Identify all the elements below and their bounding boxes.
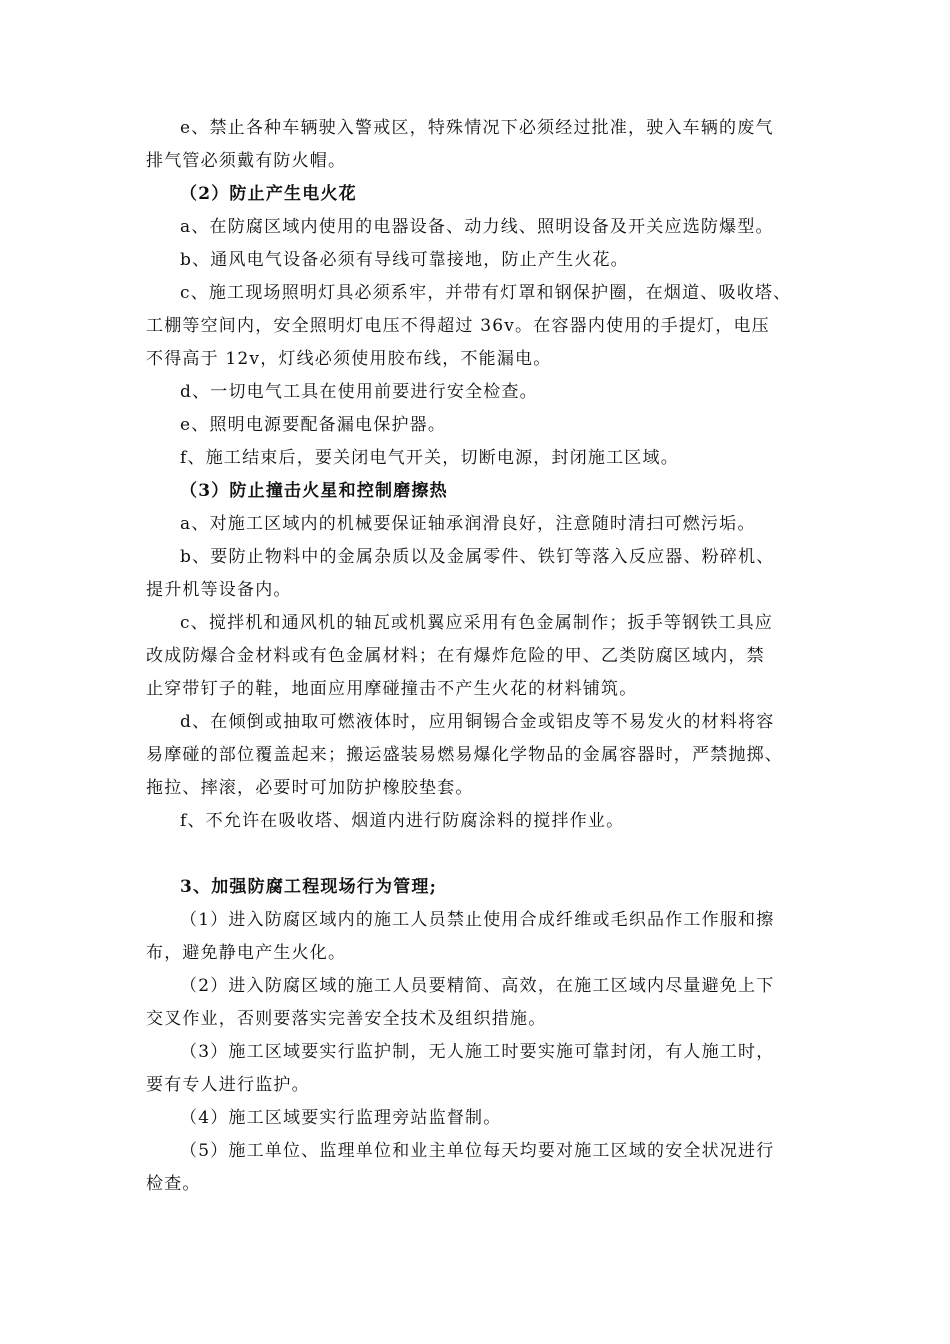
paragraph-line: e、禁止各种车辆驶入警戒区，特殊情况下必须经过批准，驶入车辆的废气 [180,118,774,138]
paragraph-line: f、施工结束后，要关闭电气开关，切断电源，封闭施工区域。 [180,448,679,468]
paragraph-line: （4）施工区域要实行监理旁站监督制。 [180,1108,502,1128]
paragraph-line: 布，避免静电产生火化。 [146,943,347,963]
paragraph-line: a、对施工区域内的机械要保证轴承润滑良好，注意随时清扫可燃污垢。 [180,514,756,534]
paragraph-line: 检查。 [146,1174,201,1194]
paragraph-line: d、在倾倒或抽取可燃液体时，应用铜锡合金或铝皮等不易发火的材料将容 [180,712,775,732]
paragraph-line: a、在防腐区域内使用的电器设备、动力线、照明设备及开关应选防爆型。 [180,217,774,237]
paragraph-line: e、照明电源要配备漏电保护器。 [180,415,447,435]
section-heading: （2）防止产生电火花 [180,184,357,204]
paragraph-line: b、要防止物料中的金属杂质以及金属零件、铁钉等落入反应器、粉碎机、 [180,547,775,567]
paragraph-line: f、不允许在吸收塔、烟道内进行防腐涂料的搅拌作业。 [180,811,625,831]
section-heading: （3）防止撞击火星和控制磨擦热 [180,481,448,501]
paragraph-line: 拖拉、摔滚，必要时可加防护橡胶垫套。 [146,778,474,798]
paragraph-line: c、搅拌机和通风机的轴瓦或机翼应采用有色金属制作；扳手等钢铁工具应 [180,613,774,633]
paragraph-line: c、施工现场照明灯具必须系牢，并带有灯罩和钢保护圈，在烟道、吸收塔、 [180,283,792,303]
paragraph-line: 易摩碰的部位覆盖起来；搬运盛装易燃易爆化学物品的金属容器时，严禁抛掷、 [146,745,783,765]
paragraph-line: （5）施工单位、监理单位和业主单位每天均要对施工区域的安全状况进行 [180,1141,775,1161]
paragraph-line: b、通风电气设备必须有导线可靠接地，防止产生火花。 [180,250,629,270]
paragraph-line: （3）施工区域要实行监护制，无人施工时要实施可靠封闭，有人施工时， [180,1042,775,1062]
section-heading: 3、加强防腐工程现场行为管理; [180,877,438,897]
paragraph-line: 改成防爆合金材料或有色金属材料；在有爆炸危险的甲、乙类防腐区域内，禁 [146,646,765,666]
paragraph-line: 不得高于 12v，灯线必须使用胶布线，不能漏电。 [146,349,552,369]
paragraph-line: 止穿带钉子的鞋，地面应用摩碰撞击不产生火花的材料铺筑。 [146,679,638,699]
paragraph-line: 工棚等空间内，安全照明灯电压不得超过 36v。在容器内使用的手提灯，电压 [146,316,770,336]
paragraph-line: 要有专人进行监护。 [146,1075,310,1095]
paragraph-line: （2）进入防腐区域的施工人员要精简、高效，在施工区域内尽量避免上下 [180,976,775,996]
paragraph-line: 排气管必须戴有防火帽。 [146,151,347,171]
paragraph-line: 交叉作业，否则要落实完善安全技术及组织措施。 [146,1009,547,1029]
paragraph-line: （1）进入防腐区域内的施工人员禁止使用合成纤维或毛织品作工作服和擦 [180,910,775,930]
paragraph-line: d、一切电气工具在使用前要进行安全检查。 [180,382,538,402]
paragraph-line: 提升机等设备内。 [146,580,292,600]
